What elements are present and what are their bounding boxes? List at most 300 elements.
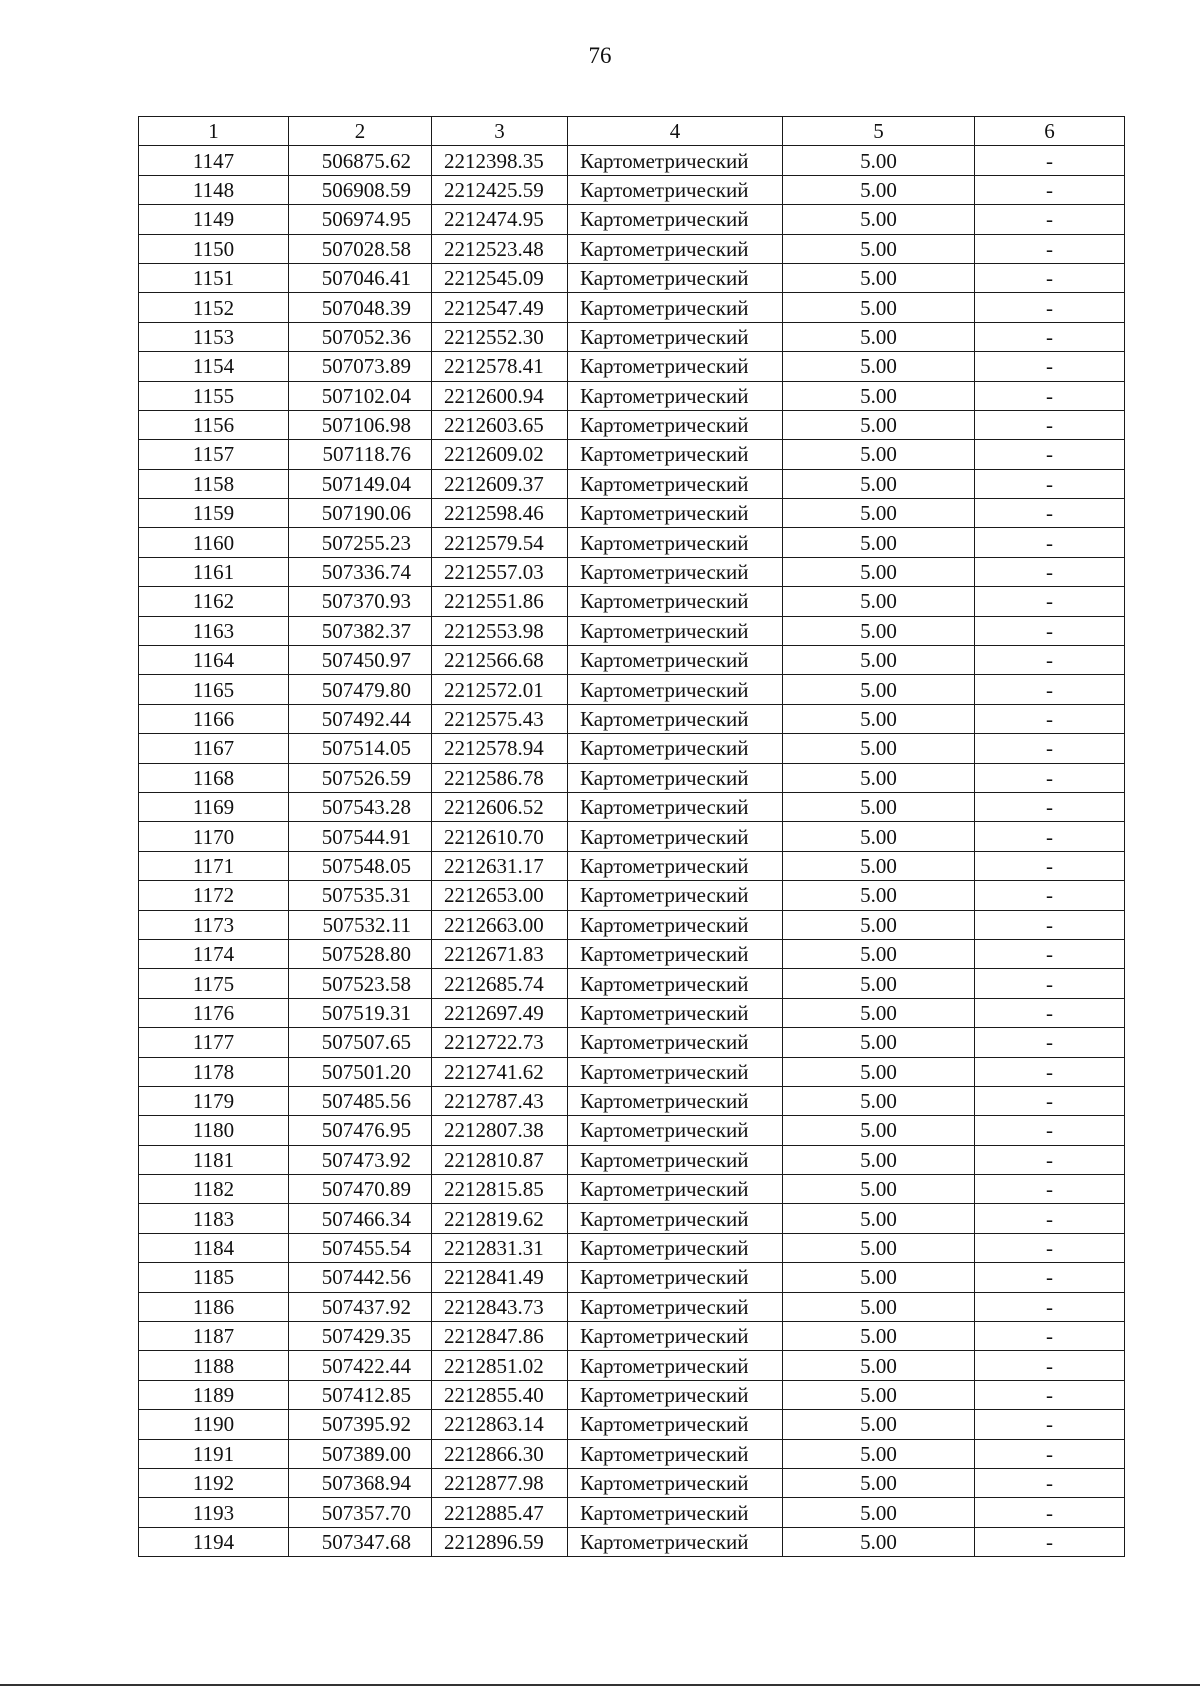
table-row (139, 440, 1125, 469)
accuracy-cell: 5.00 (783, 1145, 975, 1174)
x-coordinate-cell: 507368.94 (289, 1468, 432, 1497)
x-coordinate-cell: 507523.58 (289, 969, 432, 998)
note-cell: - (975, 851, 1125, 880)
method-cell: Картометрический (568, 1439, 783, 1468)
method-cell: Картометрический (568, 410, 783, 439)
x-coordinate-cell: 507455.54 (289, 1233, 432, 1262)
point-number-cell: 1164 (139, 646, 289, 675)
point-number-cell: 1166 (139, 704, 289, 733)
x-coordinate-cell: 507118.76 (289, 440, 432, 469)
point-number-cell: 1155 (139, 381, 289, 410)
note-cell: - (975, 352, 1125, 381)
accuracy-cell: 5.00 (783, 1410, 975, 1439)
y-coordinate-cell: 2212885.47 (432, 1498, 568, 1527)
table-row (139, 410, 1125, 439)
x-coordinate-cell: 507102.04 (289, 381, 432, 410)
point-number-cell: 1168 (139, 763, 289, 792)
method-cell: Картометрический (568, 998, 783, 1027)
x-coordinate-cell: 507336.74 (289, 557, 432, 586)
point-number-cell: 1173 (139, 910, 289, 939)
table-row (139, 646, 1125, 675)
accuracy-cell: 5.00 (783, 1057, 975, 1086)
x-coordinate-cell: 507544.91 (289, 822, 432, 851)
x-coordinate-cell: 507190.06 (289, 499, 432, 528)
y-coordinate-cell: 2212685.74 (432, 969, 568, 998)
table-row (139, 969, 1125, 998)
table-header-row (139, 117, 1125, 146)
accuracy-cell: 5.00 (783, 998, 975, 1027)
x-coordinate-cell: 507073.89 (289, 352, 432, 381)
column-header-3: 3 (432, 117, 568, 146)
method-cell: Картометрический (568, 1468, 783, 1497)
point-number-cell: 1186 (139, 1292, 289, 1321)
x-coordinate-cell: 507429.35 (289, 1322, 432, 1351)
table-row (139, 734, 1125, 763)
x-coordinate-cell: 507466.34 (289, 1204, 432, 1233)
accuracy-cell: 5.00 (783, 616, 975, 645)
accuracy-cell: 5.00 (783, 1233, 975, 1262)
y-coordinate-cell: 2212598.46 (432, 499, 568, 528)
y-coordinate-cell: 2212863.14 (432, 1410, 568, 1439)
accuracy-cell: 5.00 (783, 322, 975, 351)
y-coordinate-cell: 2212609.37 (432, 469, 568, 498)
accuracy-cell: 5.00 (783, 1086, 975, 1115)
y-coordinate-cell: 2212566.68 (432, 646, 568, 675)
table-row (139, 469, 1125, 498)
y-coordinate-cell: 2212586.78 (432, 763, 568, 792)
point-number-cell: 1163 (139, 616, 289, 645)
point-number-cell: 1181 (139, 1145, 289, 1174)
accuracy-cell: 5.00 (783, 822, 975, 851)
table-row (139, 175, 1125, 204)
point-number-cell: 1148 (139, 175, 289, 204)
table-row (139, 939, 1125, 968)
accuracy-cell: 5.00 (783, 263, 975, 292)
table-row (139, 1322, 1125, 1351)
table-row (139, 910, 1125, 939)
table-row (139, 1263, 1125, 1292)
x-coordinate-cell: 507501.20 (289, 1057, 432, 1086)
note-cell: - (975, 1175, 1125, 1204)
y-coordinate-cell: 2212557.03 (432, 557, 568, 586)
note-cell: - (975, 263, 1125, 292)
point-number-cell: 1171 (139, 851, 289, 880)
note-cell: - (975, 557, 1125, 586)
note-cell: - (975, 998, 1125, 1027)
y-coordinate-cell: 2212896.59 (432, 1527, 568, 1556)
accuracy-cell: 5.00 (783, 675, 975, 704)
method-cell: Картометрический (568, 557, 783, 586)
y-coordinate-cell: 2212575.43 (432, 704, 568, 733)
method-cell: Картометрический (568, 528, 783, 557)
note-cell: - (975, 293, 1125, 322)
x-coordinate-cell: 507479.80 (289, 675, 432, 704)
table-row (139, 1204, 1125, 1233)
point-number-cell: 1182 (139, 1175, 289, 1204)
accuracy-cell: 5.00 (783, 1175, 975, 1204)
accuracy-cell: 5.00 (783, 528, 975, 557)
method-cell: Картометрический (568, 1057, 783, 1086)
column-header-2: 2 (289, 117, 432, 146)
note-cell: - (975, 1057, 1125, 1086)
table-row (139, 704, 1125, 733)
accuracy-cell: 5.00 (783, 1527, 975, 1556)
note-cell: - (975, 1292, 1125, 1321)
y-coordinate-cell: 2212653.00 (432, 881, 568, 910)
note-cell: - (975, 1468, 1125, 1497)
note-cell: - (975, 1439, 1125, 1468)
method-cell: Картометрический (568, 146, 783, 175)
y-coordinate-cell: 2212578.94 (432, 734, 568, 763)
point-number-cell: 1193 (139, 1498, 289, 1527)
table-row (139, 234, 1125, 263)
x-coordinate-cell: 507028.58 (289, 234, 432, 263)
accuracy-cell: 5.00 (783, 205, 975, 234)
y-coordinate-cell: 2212551.86 (432, 587, 568, 616)
note-cell: - (975, 1380, 1125, 1409)
method-cell: Картометрический (568, 881, 783, 910)
accuracy-cell: 5.00 (783, 1028, 975, 1057)
accuracy-cell: 5.00 (783, 734, 975, 763)
accuracy-cell: 5.00 (783, 704, 975, 733)
point-number-cell: 1170 (139, 822, 289, 851)
y-coordinate-cell: 2212877.98 (432, 1468, 568, 1497)
point-number-cell: 1175 (139, 969, 289, 998)
accuracy-cell: 5.00 (783, 1116, 975, 1145)
table-row (139, 881, 1125, 910)
point-number-cell: 1157 (139, 440, 289, 469)
point-number-cell: 1180 (139, 1116, 289, 1145)
y-coordinate-cell: 2212603.65 (432, 410, 568, 439)
point-number-cell: 1150 (139, 234, 289, 263)
point-number-cell: 1192 (139, 1468, 289, 1497)
y-coordinate-cell: 2212851.02 (432, 1351, 568, 1380)
accuracy-cell: 5.00 (783, 175, 975, 204)
y-coordinate-cell: 2212866.30 (432, 1439, 568, 1468)
note-cell: - (975, 734, 1125, 763)
x-coordinate-cell: 507052.36 (289, 322, 432, 351)
x-coordinate-cell: 507450.97 (289, 646, 432, 675)
method-cell: Картометрический (568, 1204, 783, 1233)
x-coordinate-cell: 507528.80 (289, 939, 432, 968)
x-coordinate-cell: 507548.05 (289, 851, 432, 880)
point-number-cell: 1156 (139, 410, 289, 439)
method-cell: Картометрический (568, 1527, 783, 1556)
y-coordinate-cell: 2212841.49 (432, 1263, 568, 1292)
method-cell: Картометрический (568, 939, 783, 968)
method-cell: Картометрический (568, 322, 783, 351)
y-coordinate-cell: 2212579.54 (432, 528, 568, 557)
table-row (139, 1468, 1125, 1497)
accuracy-cell: 5.00 (783, 499, 975, 528)
point-number-cell: 1194 (139, 1527, 289, 1556)
table-row (139, 675, 1125, 704)
accuracy-cell: 5.00 (783, 1380, 975, 1409)
y-coordinate-cell: 2212722.73 (432, 1028, 568, 1057)
y-coordinate-cell: 2212610.70 (432, 822, 568, 851)
table-row (139, 763, 1125, 792)
method-cell: Картометрический (568, 851, 783, 880)
method-cell: Картометрический (568, 734, 783, 763)
method-cell: Картометрический (568, 263, 783, 292)
method-cell: Картометрический (568, 616, 783, 645)
point-number-cell: 1176 (139, 998, 289, 1027)
note-cell: - (975, 646, 1125, 675)
method-cell: Картометрический (568, 469, 783, 498)
table-row (139, 616, 1125, 645)
method-cell: Картометрический (568, 1351, 783, 1380)
point-number-cell: 1172 (139, 881, 289, 910)
accuracy-cell: 5.00 (783, 469, 975, 498)
table-row (139, 587, 1125, 616)
column-header-4: 4 (568, 117, 783, 146)
accuracy-cell: 5.00 (783, 410, 975, 439)
table-row (139, 352, 1125, 381)
x-coordinate-cell: 507535.31 (289, 881, 432, 910)
table-row (139, 1233, 1125, 1262)
table-row (139, 1116, 1125, 1145)
note-cell: - (975, 822, 1125, 851)
note-cell: - (975, 587, 1125, 616)
note-cell: - (975, 1145, 1125, 1174)
x-coordinate-cell: 506875.62 (289, 146, 432, 175)
method-cell: Картометрический (568, 969, 783, 998)
table-row (139, 263, 1125, 292)
table-row (139, 322, 1125, 351)
note-cell: - (975, 499, 1125, 528)
accuracy-cell: 5.00 (783, 1263, 975, 1292)
method-cell: Картометрический (568, 1145, 783, 1174)
point-number-cell: 1178 (139, 1057, 289, 1086)
x-coordinate-cell: 507476.95 (289, 1116, 432, 1145)
point-number-cell: 1184 (139, 1233, 289, 1262)
note-cell: - (975, 1204, 1125, 1233)
y-coordinate-cell: 2212855.40 (432, 1380, 568, 1409)
y-coordinate-cell: 2212810.87 (432, 1145, 568, 1174)
y-coordinate-cell: 2212815.85 (432, 1175, 568, 1204)
note-cell: - (975, 763, 1125, 792)
table-row (139, 1439, 1125, 1468)
coordinates-table (138, 116, 1125, 1557)
x-coordinate-cell: 507422.44 (289, 1351, 432, 1380)
y-coordinate-cell: 2212671.83 (432, 939, 568, 968)
table-row (139, 1292, 1125, 1321)
x-coordinate-cell: 507382.37 (289, 616, 432, 645)
note-cell: - (975, 1498, 1125, 1527)
y-coordinate-cell: 2212425.59 (432, 175, 568, 204)
page-number: 76 (588, 43, 612, 68)
accuracy-cell: 5.00 (783, 1204, 975, 1233)
note-cell: - (975, 1028, 1125, 1057)
x-coordinate-cell: 507106.98 (289, 410, 432, 439)
table-row (139, 1351, 1125, 1380)
note-cell: - (975, 440, 1125, 469)
note-cell: - (975, 234, 1125, 263)
accuracy-cell: 5.00 (783, 234, 975, 263)
y-coordinate-cell: 2212843.73 (432, 1292, 568, 1321)
table-row (139, 205, 1125, 234)
method-cell: Картометрический (568, 763, 783, 792)
y-coordinate-cell: 2212787.43 (432, 1086, 568, 1115)
table-row (139, 528, 1125, 557)
method-cell: Картометрический (568, 1498, 783, 1527)
x-coordinate-cell: 507395.92 (289, 1410, 432, 1439)
note-cell: - (975, 528, 1125, 557)
point-number-cell: 1174 (139, 939, 289, 968)
point-number-cell: 1159 (139, 499, 289, 528)
method-cell: Картометрический (568, 792, 783, 821)
point-number-cell: 1169 (139, 792, 289, 821)
x-coordinate-cell: 507532.11 (289, 910, 432, 939)
y-coordinate-cell: 2212609.02 (432, 440, 568, 469)
accuracy-cell: 5.00 (783, 381, 975, 410)
table-row (139, 998, 1125, 1027)
method-cell: Картометрический (568, 587, 783, 616)
note-cell: - (975, 881, 1125, 910)
x-coordinate-cell: 507149.04 (289, 469, 432, 498)
accuracy-cell: 5.00 (783, 146, 975, 175)
note-cell: - (975, 410, 1125, 439)
table-row (139, 1086, 1125, 1115)
method-cell: Картометрический (568, 499, 783, 528)
table-row (139, 1527, 1125, 1556)
table-body (139, 146, 1125, 1557)
x-coordinate-cell: 507255.23 (289, 528, 432, 557)
y-coordinate-cell: 2212807.38 (432, 1116, 568, 1145)
accuracy-cell: 5.00 (783, 293, 975, 322)
table-row (139, 293, 1125, 322)
table-row (139, 1410, 1125, 1439)
x-coordinate-cell: 507507.65 (289, 1028, 432, 1057)
accuracy-cell: 5.00 (783, 851, 975, 880)
y-coordinate-cell: 2212523.48 (432, 234, 568, 263)
table-row (139, 499, 1125, 528)
table-row (139, 381, 1125, 410)
point-number-cell: 1188 (139, 1351, 289, 1380)
accuracy-cell: 5.00 (783, 440, 975, 469)
note-cell: - (975, 1322, 1125, 1351)
table-row (139, 822, 1125, 851)
x-coordinate-cell: 507048.39 (289, 293, 432, 322)
y-coordinate-cell: 2212831.31 (432, 1233, 568, 1262)
method-cell: Картометрический (568, 675, 783, 704)
accuracy-cell: 5.00 (783, 646, 975, 675)
note-cell: - (975, 469, 1125, 498)
x-coordinate-cell: 507492.44 (289, 704, 432, 733)
y-coordinate-cell: 2212847.86 (432, 1322, 568, 1351)
method-cell: Картометрический (568, 205, 783, 234)
y-coordinate-cell: 2212600.94 (432, 381, 568, 410)
point-number-cell: 1177 (139, 1028, 289, 1057)
column-header-1: 1 (139, 117, 289, 146)
y-coordinate-cell: 2212741.62 (432, 1057, 568, 1086)
y-coordinate-cell: 2212697.49 (432, 998, 568, 1027)
note-cell: - (975, 704, 1125, 733)
accuracy-cell: 5.00 (783, 352, 975, 381)
note-cell: - (975, 792, 1125, 821)
method-cell: Картометрический (568, 234, 783, 263)
method-cell: Картометрический (568, 1263, 783, 1292)
note-cell: - (975, 969, 1125, 998)
note-cell: - (975, 175, 1125, 204)
note-cell: - (975, 322, 1125, 351)
x-coordinate-cell: 507389.00 (289, 1439, 432, 1468)
x-coordinate-cell: 507519.31 (289, 998, 432, 1027)
point-number-cell: 1190 (139, 1410, 289, 1439)
point-number-cell: 1158 (139, 469, 289, 498)
method-cell: Картометрический (568, 1322, 783, 1351)
note-cell: - (975, 1351, 1125, 1380)
note-cell: - (975, 675, 1125, 704)
y-coordinate-cell: 2212631.17 (432, 851, 568, 880)
table-row (139, 1498, 1125, 1527)
point-number-cell: 1165 (139, 675, 289, 704)
point-number-cell: 1167 (139, 734, 289, 763)
table-row (139, 1380, 1125, 1409)
y-coordinate-cell: 2212474.95 (432, 205, 568, 234)
method-cell: Картометрический (568, 822, 783, 851)
column-header-6: 6 (975, 117, 1125, 146)
method-cell: Картометрический (568, 910, 783, 939)
point-number-cell: 1185 (139, 1263, 289, 1292)
accuracy-cell: 5.00 (783, 1322, 975, 1351)
method-cell: Картометрический (568, 352, 783, 381)
note-cell: - (975, 1527, 1125, 1556)
table-row (139, 557, 1125, 586)
x-coordinate-cell: 507473.92 (289, 1145, 432, 1174)
x-coordinate-cell: 507514.05 (289, 734, 432, 763)
x-coordinate-cell: 507442.56 (289, 1263, 432, 1292)
y-coordinate-cell: 2212552.30 (432, 322, 568, 351)
method-cell: Картометрический (568, 1116, 783, 1145)
y-coordinate-cell: 2212398.35 (432, 146, 568, 175)
x-coordinate-cell: 507357.70 (289, 1498, 432, 1527)
accuracy-cell: 5.00 (783, 557, 975, 586)
note-cell: - (975, 616, 1125, 645)
point-number-cell: 1162 (139, 587, 289, 616)
x-coordinate-cell: 506974.95 (289, 205, 432, 234)
method-cell: Картометрический (568, 293, 783, 322)
table-row (139, 1175, 1125, 1204)
y-coordinate-cell: 2212663.00 (432, 910, 568, 939)
point-number-cell: 1161 (139, 557, 289, 586)
method-cell: Картометрический (568, 646, 783, 675)
point-number-cell: 1147 (139, 146, 289, 175)
point-number-cell: 1189 (139, 1380, 289, 1409)
table-row (139, 1028, 1125, 1057)
accuracy-cell: 5.00 (783, 1292, 975, 1321)
x-coordinate-cell: 507526.59 (289, 763, 432, 792)
table-row (139, 1057, 1125, 1086)
point-number-cell: 1191 (139, 1439, 289, 1468)
y-coordinate-cell: 2212606.52 (432, 792, 568, 821)
point-number-cell: 1153 (139, 322, 289, 351)
table-row (139, 792, 1125, 821)
point-number-cell: 1151 (139, 263, 289, 292)
point-number-cell: 1149 (139, 205, 289, 234)
note-cell: - (975, 146, 1125, 175)
point-number-cell: 1152 (139, 293, 289, 322)
x-coordinate-cell: 506908.59 (289, 175, 432, 204)
note-cell: - (975, 939, 1125, 968)
accuracy-cell: 5.00 (783, 792, 975, 821)
x-coordinate-cell: 507437.92 (289, 1292, 432, 1321)
accuracy-cell: 5.00 (783, 587, 975, 616)
x-coordinate-cell: 507543.28 (289, 792, 432, 821)
y-coordinate-cell: 2212547.49 (432, 293, 568, 322)
x-coordinate-cell: 507046.41 (289, 263, 432, 292)
table-row (139, 851, 1125, 880)
